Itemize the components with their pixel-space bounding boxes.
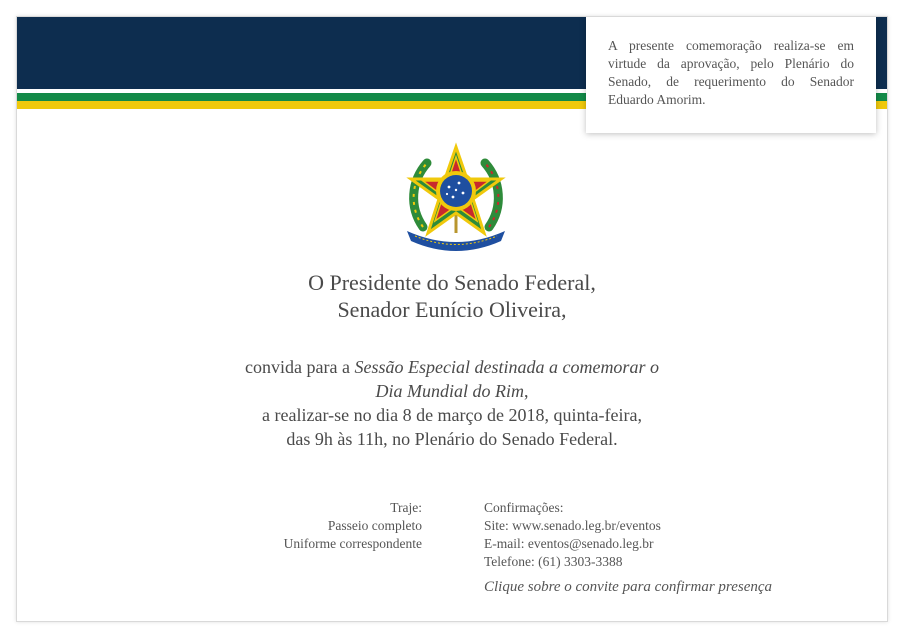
dress-code-option-2: Uniforme correspondente (283, 536, 422, 551)
invitation-text (17, 355, 887, 451)
event-title-2-suffix: , (524, 381, 529, 401)
invitation-time: das 9h às 11h, no Plenário do Senado Federal. (286, 429, 618, 449)
brazil-coat-of-arms-icon (401, 141, 511, 251)
approval-note (586, 17, 876, 133)
dress-code-option-1: Passeio completo (327, 518, 422, 533)
event-title-2: Dia Mundial do Rim (375, 381, 524, 401)
invitation-date: a realizar-se no dia 8 de março de 2018, quinta-feira, (262, 405, 642, 425)
confirm-presence-link[interactable]: Clique sobre o convite para confirmar presença (484, 579, 773, 595)
heading (17, 269, 887, 323)
confirmations-label: Confirmações: (484, 500, 564, 515)
confirmations-phone: Telefone: (61) 3303-3388 (484, 554, 623, 569)
confirmations-email[interactable]: E-mail: eventos@senado.leg.br (484, 536, 654, 551)
invitation-line-2 (17, 379, 887, 403)
invitation-card[interactable] (16, 16, 888, 622)
dress-code (167, 499, 422, 553)
invitation-line-1 (17, 355, 887, 379)
approval-note-text: A presente comemoração realiza-se em virtude da aprovação, pelo Plenário do Senado, de requerimento do Senador Eduardo Amorim. (608, 38, 854, 107)
confirmations (484, 499, 814, 571)
dress-code-label: Traje: (390, 500, 422, 515)
heading-title: O Presidente do Senado Federal, (308, 270, 596, 295)
confirmations-site[interactable]: Site: www.senado.leg.br/eventos (484, 518, 661, 533)
invitation-prefix: convida para a (245, 357, 355, 377)
event-title-1: Sessão Especial destinada a comemorar o (354, 357, 659, 377)
heading-senator: Senador Eunício Oliveira, (337, 297, 567, 322)
